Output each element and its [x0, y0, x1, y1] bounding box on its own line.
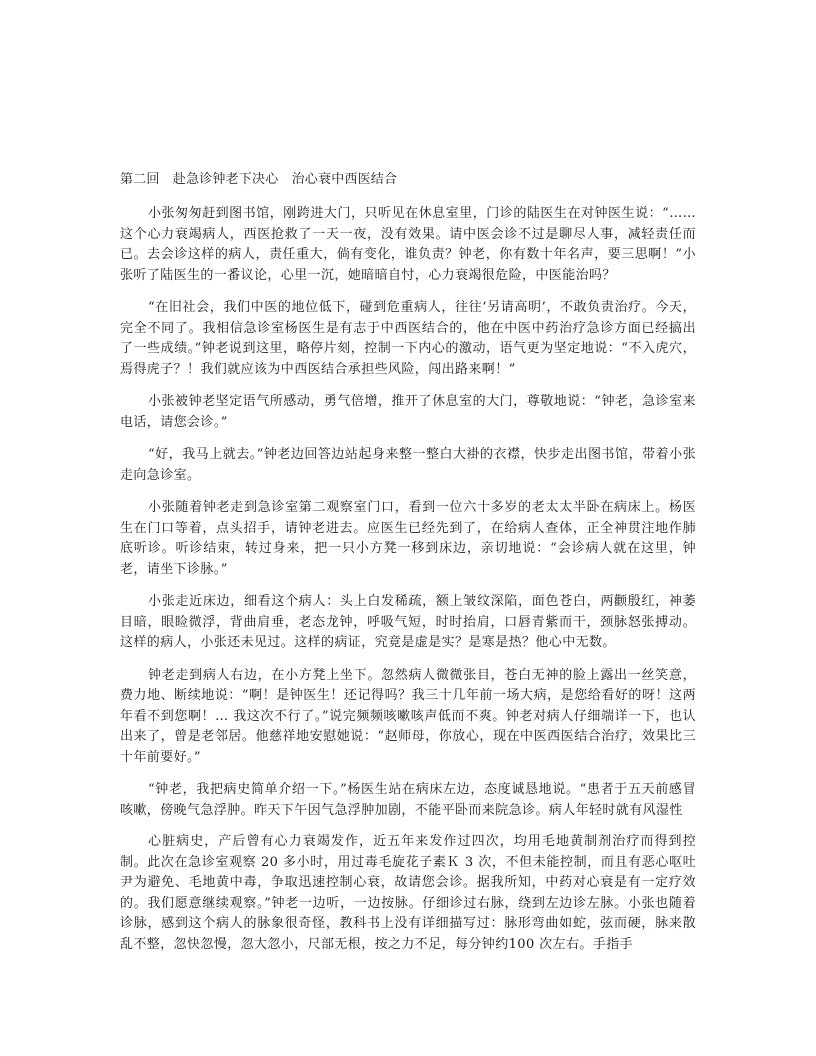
document-page [120, 170, 696, 967]
paragraph: 小张被钟老坚定语气所感动，勇气倍增，推开了休息室的大门，尊敬地说：“钟老，急诊室来电话，请您会诊。” [120, 394, 696, 430]
paragraph: “在旧社会，我们中医的地位低下，碰到危重病人，往往‘另请高明’，不敢负责治疗。今天，完全不同了。我相信急诊室杨医生是有志于中西医结合的，他在中医中药治疗急诊方面已经搞出了一些成绩。”钟老说到这里，略停片刻，控制一下内心的激动，语气更为坚定地说：“不入虎穴，焉得虎子？！我们就应该为中西医结合承担些风险，闯出路来啊！” [120, 300, 696, 377]
paragraph: 心脏病史，产后曾有心力衰竭发作，近五年来发作过四次，均用毛地黄制剂治疗而得到控制。此次在急诊室观察 20 多小时，用过毒毛旋花子素Ｋ 3 次，不但未能控制，而且有恶心呕吐尹为避免、毛地黄中毒，争取迅速控制心衰，故请您会诊。据我所知，中药对心衰是有一定疗效的。我们愿意继续观察。”钟老一边听，一边按脉。仔细诊过右脉，绕到左边诊左脉。小张也随着诊脉，感到这个病人的脉象很奇怪，教科书上没有详细描写过：脉形弯曲如蛇，弦而硬，脉来散乱不整，忽快忽慢，忽大忽小，尺部无根，按之力不足，每分钟约100 次左右。手指手 [120, 834, 696, 952]
paragraph: 钟老走到病人右边，在小方凳上坐下。忽然病人微微张目，苍白无神的脸上露出一丝笑意，费力地、断续地说：“啊！是钟医生！还记得吗？我三十几年前一场大病，是您给看好的呀！这两年看不到您啊！… 我这次不行了。”说完频频咳嗽咳声低而不爽。钟老对病人仔细端详一下，也认出来了，曾是老邻居。他慈祥地安慰她说：“赵师母，你放心，现在中医西医结合治疗，效果比三十年前要好。” [120, 667, 696, 765]
paragraph: “好，我马上就去。”钟老边回答边站起身来整一整白大褂的衣襟，快步走出图书馆，带着小张走向急诊室。 [120, 447, 696, 483]
chapter-title: 第二回 赴急诊钟老下决心 治心衰中西医结合 [120, 172, 398, 187]
paragraph: 小张匆匆赶到图书馆，刚跨进大门，只听见在休息室里，门诊的陆医生在对钟医生说：“……这个心力衰竭病人，西医抢救了一天一夜，没有效果。请中医会诊不过是聊尽人事，减轻责任而已。去会诊这样的病人，责任重大，倘有变化，谁负责？钟老，你有数十年名声，要三思啊！”小张听了陆医生的一番议论，心里一沉，她暗暗自忖，心力衰竭很危险，中医能治吗？ [120, 206, 696, 283]
paragraph: “钟老，我把病史简单介绍一下。”杨医生站在病床左边，态度诚恳地说。“患者于五天前感冒咳嗽，傍晚气急浮肿。昨天下午因气急浮肿加剧，不能平卧而来院急诊。病人年轻时就有风湿性 [120, 782, 696, 818]
paragraph: 小张随着钟老走到急诊室第二观察室门口，看到一位六十多岁的老太太半卧在病床上。杨医生在门口等着，点头招手，请钟老进去。应医生已经先到了，在给病人查体，正全神贯注地作肺底听诊。听诊结束，转过身来，把一只小方凳一移到床边，亲切地说：“会诊病人就在这里，钟老，请坐下诊脉。” [120, 500, 696, 577]
paragraph: 小张走近床边，细看这个病人：头上白发稀疏，额上皱纹深陷，面色苍白，两颧殷红，神萎目暗，眼睑微浮，背曲肩垂，老态龙钟，呼吸气短，时时抬肩，口唇青紫而干，颈脉怒张搏动。这样的病人，小张还未见过。这样的病证，究竟是虚是实？是寒是热？他心中无数。 [120, 594, 696, 650]
